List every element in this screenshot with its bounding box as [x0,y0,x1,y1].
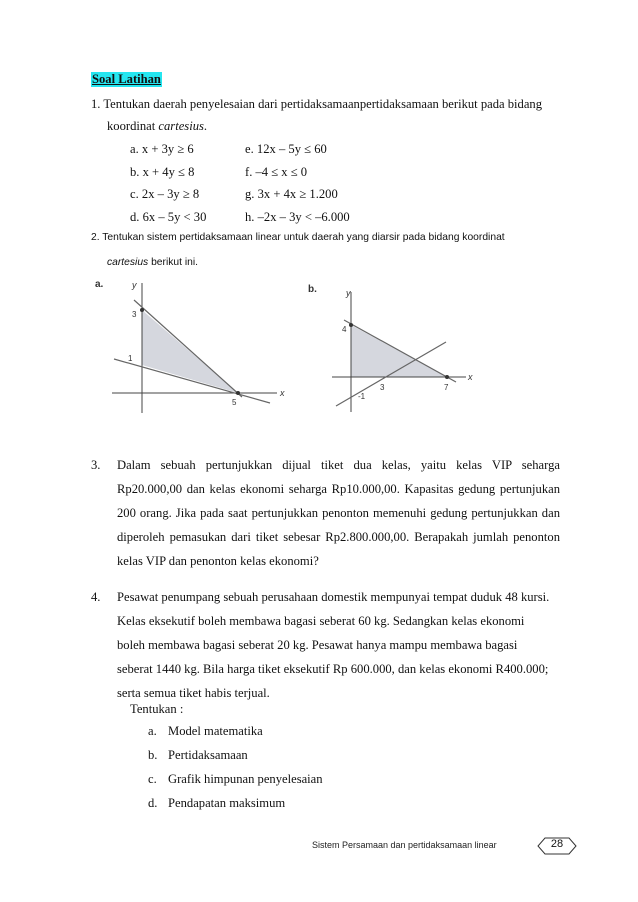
q3-line: Dalam sebuah pertunjukkan dijual tiket dua kelas, yaitu kelas VIP seharga [117,458,560,472]
q1-item-expr: –4 ≤ x ≤ 0 [255,164,308,179]
q2-line1: 2. Tentukan sistem pertidaksamaan linear untuk daerah yang diarsir pada bidang koordinat [91,232,505,243]
graph-b-point [349,323,353,327]
q1-items-left [130,141,206,231]
graph-b-tick-y-top: 4 [342,325,347,334]
q3-line: Rp20.000,00 dan kelas ekonomi seharga Rp10.000,00. Kapasitas gedung pertunjukan [117,482,560,496]
q4-line: seberat 1440 kg. Bila harga tiket eksekutif Rp 600.000, dan kelas ekonomi R400.000; [117,662,549,676]
q3-line: kelas VIP dan penonton kelas ekonomi? [117,554,319,568]
graph-b [306,280,486,415]
q4-line: boleh membawa bagasi seberat 20 kg. Pesawat hanya mampu membawa bagasi [117,638,518,652]
q3-line: diperoleh pemasukan dari tiket sebesar Rp2.800.000,00. Berapakah jumlah penonton [117,530,560,544]
q1-item-expr: –2x – 3y < –6.000 [257,209,350,224]
graph-b-label: b. [308,284,317,295]
q1-item-f [245,164,350,187]
q1-item-label: d. [130,209,140,224]
q1-item-h [245,209,350,232]
q1-item-label: a. [130,142,139,156]
graph-b-x-label: x [468,372,473,382]
q1-item-expr: 6x – 5y < 30 [142,209,207,224]
graph-a-point [140,308,144,312]
q1-items-right [245,141,350,231]
q3-body [117,457,560,577]
graph-a-tick-y-top: 3 [132,310,137,319]
q4-sub-text: Grafik himpunan penyelesaian [168,772,323,786]
q1-item-expr: 3x + 4x ≥ 1.200 [257,187,338,201]
q4-sub-item-d [148,795,323,819]
q4-sub-text: Pendapatan maksimum [168,796,286,810]
graph-a-y-label: y [132,280,137,290]
q1-item-expr: x + 4y ≤ 8 [142,164,195,179]
q1-item-label: c. [130,187,139,201]
q4-line: serta semua tiket habis terjual. [117,686,270,700]
q4-line: Kelas eksekutif boleh membawa bagasi seberat 60 kg. Sedangkan kelas ekonomi [117,614,525,628]
q1-line2 [107,118,207,134]
q1-item-b [130,164,206,187]
q4-sub-item-b [148,747,323,771]
q1-item-expr: x + 3y ≥ 6 [141,142,194,156]
graph-b-point [445,375,449,379]
graph-a-tick-x-right: 5 [232,398,237,407]
page-number: 28 [550,838,564,850]
q2-line2-italic: cartesius [107,257,149,268]
graph-a-label: a. [95,279,104,290]
q4-sub-item-c [148,771,323,795]
graph-b-y-label: y [346,288,351,298]
q1-item-label: b. [130,164,140,179]
q1-line2-c: . [203,119,208,133]
graph-b-tick-x-mid: 3 [380,383,385,392]
footer-title: Sistem Persamaan dan pertidaksamaan linear [312,840,497,850]
q4-sub-text: Model matematika [168,724,263,738]
q1-item-label: h. [245,209,255,224]
q1-line2-a: koordinat [107,119,159,133]
graph-a-tick-y-low: 1 [128,354,133,363]
q1-line2-italic: cartesius [158,119,204,133]
q2-line2-rest: berikut ini. [148,257,198,268]
q1-item-label: f. [245,164,253,179]
q4-sub-label: a. [148,724,157,738]
q1-item-expr: 2x – 3y ≥ 8 [141,187,200,201]
q1-item-e [245,141,350,164]
q1-item-g [245,186,350,209]
q4-line: Pesawat penumpang sebuah perusahaan domestik mempunyai tempat duduk 48 kursi. [117,590,550,604]
graph-a-x-label: x [280,388,285,398]
q1-item-d [130,209,206,232]
q4-sub-text: Pertidaksamaan [168,748,248,762]
q1-item-expr: 12x – 5y ≤ 60 [256,142,327,156]
graph-b-tick-y-neg: -1 [358,392,366,401]
graph-b-tick-x-right: 7 [444,383,449,392]
q1-item-label: e. [245,142,254,156]
graph-a-point [236,391,240,395]
q3-number: 3. [91,458,101,472]
q4-body [117,589,577,709]
q2-line2 [107,256,198,270]
graph-a [92,275,292,415]
q4-sub-label: b. [148,748,158,762]
q1-item-c [130,186,206,209]
q4-sub-label: c. [148,772,157,786]
q4-sub-label: d. [148,796,158,810]
q4-sub-list [148,723,323,819]
q3-line: 200 orang. Jika pada saat pertunjukkan penonton memenuhi gedung pertunjukkan dan [117,506,560,520]
section-title: Soal Latihan [92,72,161,86]
q1-item-label: g. [245,187,255,201]
q4-tentukan: Tentukan : [130,702,184,716]
q4-sub-item-a [148,723,323,747]
q1-line1: 1. Tentukan daerah penyelesaian dari pertidaksamaanpertidaksamaan berikut pada bidang [91,97,543,111]
q1-item-a [130,141,206,164]
q4-number: 4. [91,590,101,604]
